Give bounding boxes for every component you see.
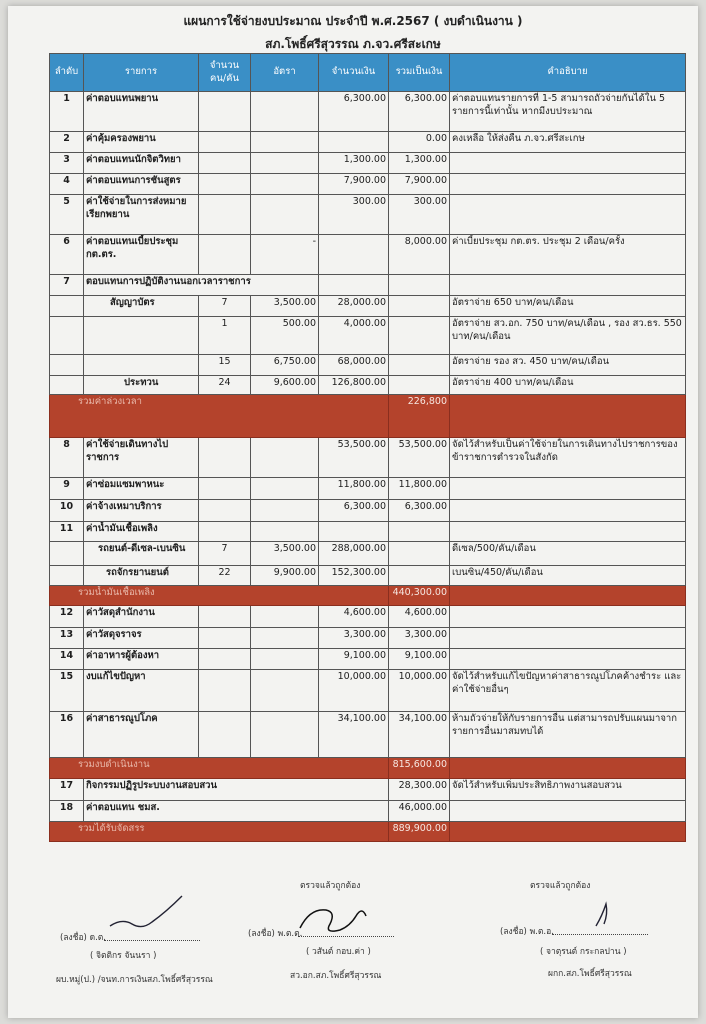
table-row: 8 ค่าใช้จ่ายเดินทางไปราชการ 53,500.00 53,500.00 จัดไว้สำหรับเป็นค่าใช้จ่ายในการเดินทางไปราชการของข้าราชการตำรวจในสังกัด [50, 438, 686, 478]
signature-left [110, 896, 182, 927]
left-signature-line [104, 940, 200, 941]
table-row: รถจักรยานยนต์ 22 9,900.00 152,300.00 เบนซิน/450/คัน/เดือน [50, 566, 686, 586]
subtotal-row: รวมงบดำเนินงาน 815,600.00 [50, 758, 686, 779]
document-title: แผนการใช้จ่ายงบประมาณ ประจำปี พ.ศ.2567 ( งบดำเนินงาน ) [183, 14, 523, 28]
header-item: รายการ [84, 54, 199, 92]
table-row: 3 ค่าตอบแทนนักจิตวิทยา 1,300.00 1,300.00 [50, 153, 686, 174]
table-row: 14 ค่าอาหารผู้ต้องหา 9,100.00 9,100.00 [50, 649, 686, 670]
table-row: สัญญาบัตร 7 3,500.00 28,000.00 อัตราจ่าย 650 บาท/คน/เดือน [50, 296, 686, 317]
header-note: คำอธิบาย [450, 54, 686, 92]
checked-label-right: ตรวจแล้วถูกต้อง [530, 881, 591, 891]
table-row: 18 ค่าตอบแทน ชมส. 46,000.00 [50, 801, 686, 822]
table-row: 16 ค่าสาธารณูปโภค 34,100.00 34,100.00 ห้ามถัวจ่ายให้กับรายการอื่น แต่สามารถปรับแผนมาจากรายการอื่นมาสมทบได้ [50, 712, 686, 758]
table-row: 15 งบแก้ไขปัญหา 10,000.00 10,000.00 จัดไว้สำหรับแก้ไขปัญหาค่าสาธารณูปโภคค้างชำระ และค่าใช้จ่ายอื่นๆ [50, 670, 686, 712]
table-row: 10 ค่าจ้างเหมาบริการ 6,300.00 6,300.00 [50, 500, 686, 522]
right-signature-line [552, 934, 648, 935]
middle-signer-name: ( วสันต์ กอบ.ค่า ) [306, 947, 371, 957]
table-row: 13 ค่าวัสดุจราจร 3,300.00 3,300.00 [50, 628, 686, 649]
header-amount: จำนวนเงิน [319, 54, 389, 92]
table-row: 17 กิจกรรมปฏิรูประบบงานสอบสวน 28,300.00 จัดไว้สำหรับเพิ่มประสิทธิภาพงานสอบสวน [50, 779, 686, 801]
right-signer-name: ( จาตุรนต์ กระกลปาน ) [540, 947, 627, 957]
document-subtitle: สภ.โพธิ์ศรีสุวรรณ ภ.จว.ศรีสะเกษ [265, 37, 441, 51]
table-row: 15 6,750.00 68,000.00 อัตราจ่าย รอง สว. 450 บาท/คน/เดือน [50, 355, 686, 376]
left-signer-position: ผบ.หมู่(ป.) /จนท.การเงินสภ.โพธิ์ศรีสุวรรณ [56, 975, 213, 985]
table-row: 4 ค่าตอบแทนการชันสูตร 7,900.00 7,900.00 [50, 174, 686, 195]
table-row: 1 ค่าตอบแทนพยาน 6,300.00 6,300.00 ค่าตอบแทนรายการที่ 1-5 สามารถถัวจ่ายกันได้ใน 5 รายการนี้เท่านั้น หากมีงบประมาณ [50, 92, 686, 132]
table-row: รถยนต์-ดีเซล-เบนซิน 7 3,500.00 288,000.00 ดีเซล/500/คัน/เดือน [50, 542, 686, 566]
subtotal-row: รวมค่าล่วงเวลา 226,800 [50, 395, 686, 438]
left-signer-name: ( จิตติกร จันนรา ) [90, 951, 157, 961]
checked-label-middle: ตรวจแล้วถูกต้อง [300, 881, 361, 891]
subtotal-row: รวมน้ำมันเชื้อเพลิง 440,300.00 [50, 586, 686, 606]
right-signer-position: ผกก.สภ.โพธิ์ศรีสุวรรณ [548, 969, 632, 979]
table-row: 5 ค่าใช้จ่ายในการส่งหมายเรียกพยาน 300.00 300.00 [50, 195, 686, 235]
table-row: 6 ค่าตอบแทนเบี้ยประชุม กต.ตร. - 8,000.00 ค่าเบี้ยประชุม กต.ตร. ประชุม 2 เดือน/ครั้ง [50, 235, 686, 275]
table-row: 9 ค่าซ่อมแซมพาหนะ 11,800.00 11,800.00 [50, 478, 686, 500]
table-row: 2 ค่าคุ้มครองพยาน 0.00 คงเหลือ ให้ส่งคืน ภ.จว.ศรีสะเกษ [50, 132, 686, 153]
header-no: ลำดับ [50, 54, 84, 92]
header-qty: จำนวน คน/คัน [199, 54, 251, 92]
table-row: 1 500.00 4,000.00 อัตราจ่าย สว.อก. 750 บาท/คน/เดือน , รอง สว.ธร. 550 บาท/คน/เดือน [50, 317, 686, 355]
table-row: 12 ค่าวัสดุสำนักงาน 4,600.00 4,600.00 [50, 606, 686, 628]
table-row: ประทวน 24 9,600.00 126,800.00 อัตราจ่าย 400 บาท/คน/เดือน [50, 376, 686, 395]
middle-signer-position: สว.อก.สภ.โพธิ์ศรีสุวรรณ [290, 971, 382, 981]
header-rate: อัตรา [251, 54, 319, 92]
left-signer-prefix: (ลงชื่อ) ด.ต. [60, 933, 107, 943]
table-row: 11 ค่าน้ำมันเชื้อเพลิง [50, 522, 686, 542]
signature-right [596, 904, 607, 926]
table-row: 7 ตอบแทนการปฏิบัติงานนอกเวลาราชการ [50, 275, 686, 296]
middle-signer-prefix: (ลงชื่อ) พ.ต.ต. [248, 929, 303, 939]
header-total: รวมเป็นเงิน [389, 54, 450, 92]
grand-total-row: รวมได้รับจัดสรร 889,900.00 [50, 822, 686, 842]
middle-signature-line [298, 936, 394, 937]
right-signer-prefix: (ลงชื่อ) พ.ต.อ. [500, 927, 554, 937]
signature-middle [300, 910, 366, 931]
